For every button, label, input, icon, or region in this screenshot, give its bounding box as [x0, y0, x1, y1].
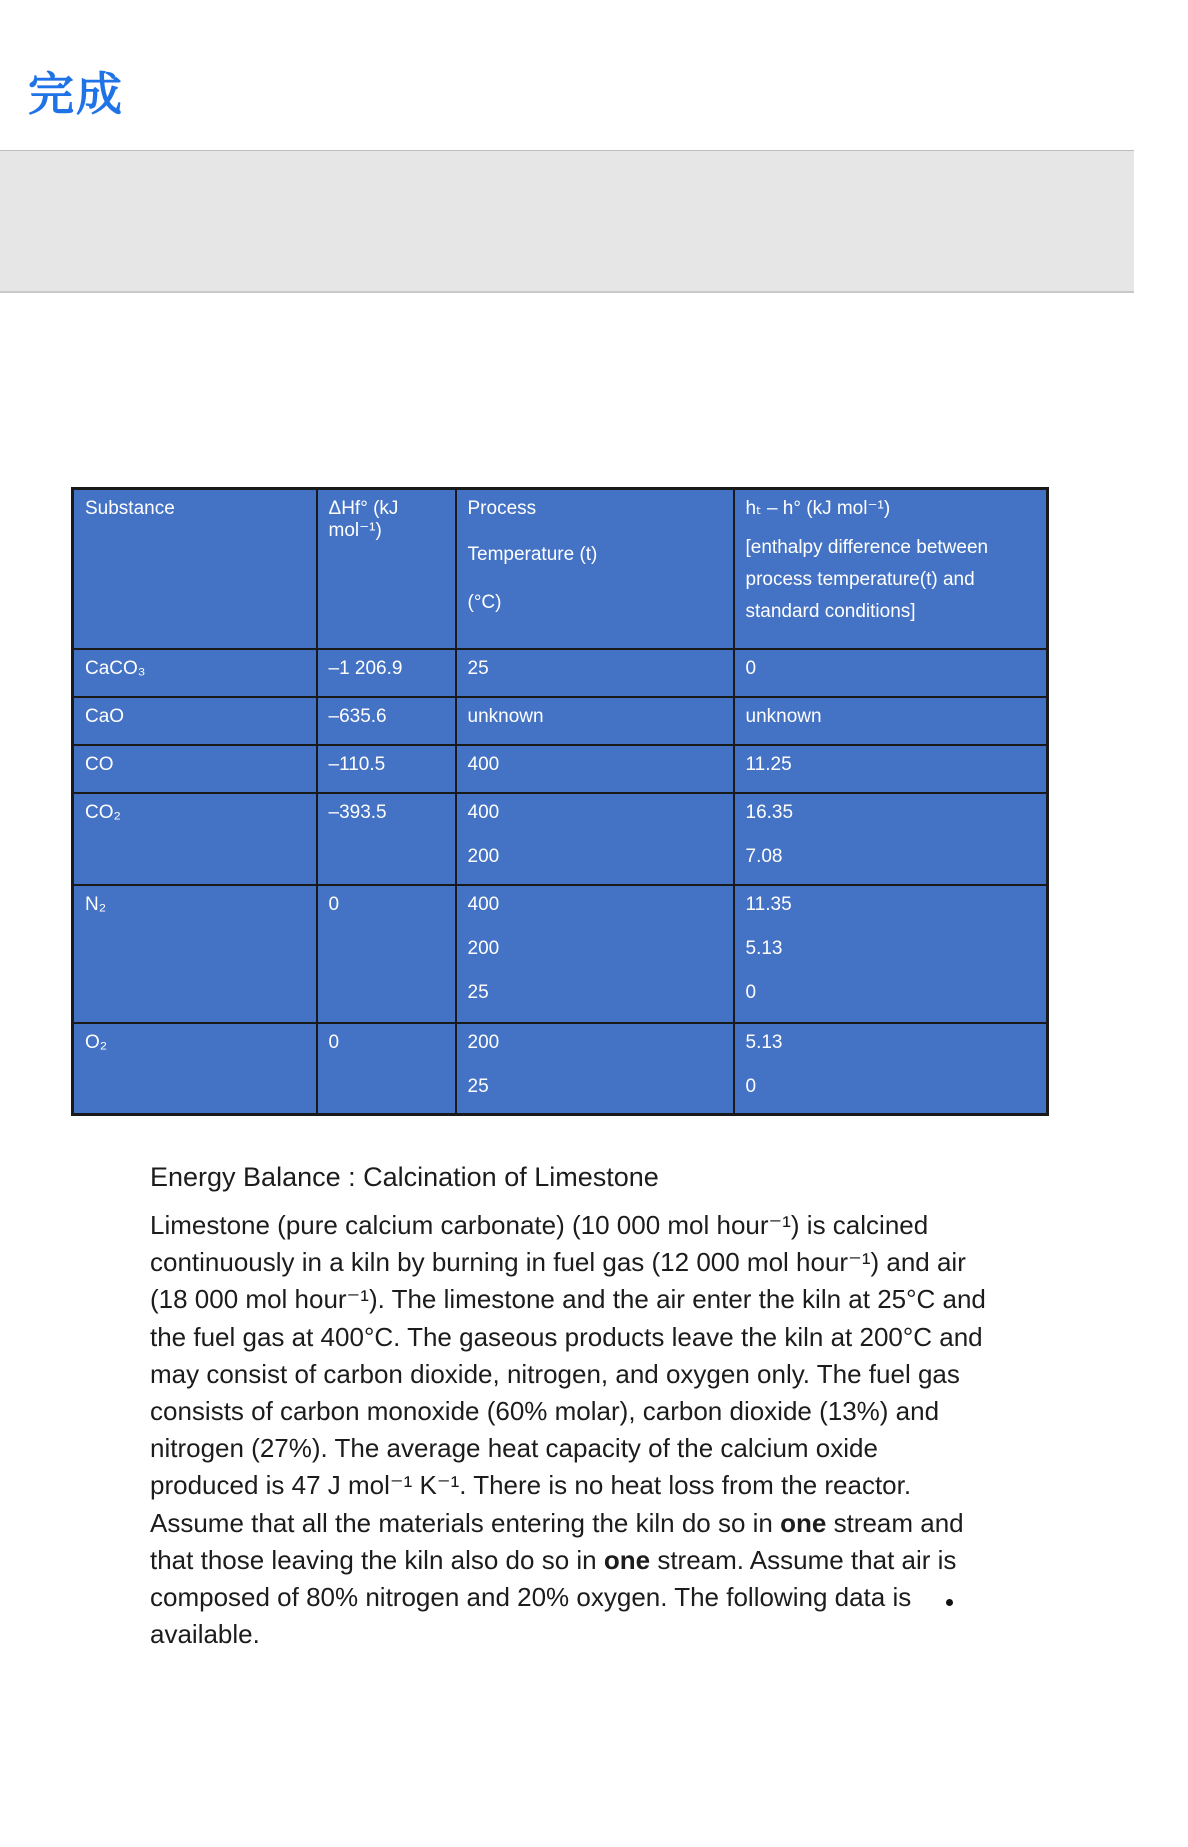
enthalpy-value: 0 — [745, 981, 757, 1003]
table-row — [73, 885, 1048, 1023]
temperature-value: 400 — [467, 801, 500, 823]
header-process-temperature — [456, 489, 734, 649]
paragraph-part: Limestone (pure calcium carbonate) (10 000 mol hour⁻¹) is calcined continuously in a kiln by burning in fuel gas (12 000 mol hour⁻¹) and air (18 000 mol hour⁻¹). The limestone and the air enter the kiln at 25°C and the fuel gas at 400°C. The gaseous products leave the kiln at 200°C and may consist of carbon dioxide, nitrogen, and oxygen only. The fuel gas consists of carbon monoxide (60% molar), carbon dioxide (13%) and nitrogen (27%). The average heat capacity of the calcium oxide produced is 47 J mol⁻¹ K⁻¹. There is no heat loss from the reactor. Assume that all the materials entering the kiln do so in — [150, 1210, 986, 1538]
emphasis-one: one — [603, 1544, 651, 1575]
header-process-line3: (°C) — [467, 592, 502, 613]
enthalpy-value: 0 — [745, 1075, 757, 1097]
table-row — [73, 793, 1048, 885]
temperature-value: 400 — [467, 893, 500, 915]
header-enthalpy — [734, 489, 1048, 649]
header-enthalpy-line1: hₜ – h° (kJ mol⁻¹) — [745, 498, 891, 519]
cell-enthalpy — [734, 885, 1048, 1023]
header-process-line1: Process — [467, 498, 537, 519]
cell-enthalpy: 11.25 — [734, 745, 1048, 793]
table-row — [73, 649, 1048, 697]
cell-substance: N₂ — [73, 885, 317, 1023]
cell-enthalpy — [734, 1023, 1048, 1115]
article-title: Energy Balance : Calcination of Limestone — [150, 1162, 659, 1192]
table-row — [73, 697, 1048, 745]
cell-dhf: 0 — [317, 1023, 456, 1115]
enthalpy-value: 16.35 — [745, 801, 794, 823]
cell-substance: O₂ — [73, 1023, 317, 1115]
cell-substance: CaO — [73, 697, 317, 745]
cell-enthalpy: unknown — [734, 697, 1048, 745]
top-bar — [0, 0, 1134, 151]
cell-temperature — [456, 1023, 734, 1115]
cell-dhf: –1 206.9 — [317, 649, 456, 697]
cell-substance: CaCO₃ — [73, 649, 317, 697]
enthalpy-value: 7.08 — [745, 845, 783, 867]
emphasis-one: one — [780, 1507, 827, 1538]
bullet-dot — [946, 1599, 953, 1606]
header-substance: Substance — [73, 489, 317, 649]
temperature-value: 25 — [467, 1075, 489, 1097]
cell-dhf: –393.5 — [317, 793, 456, 885]
enthalpy-table — [71, 487, 1049, 1116]
cell-enthalpy — [734, 793, 1048, 885]
paragraph-part: stream. Assume that air is composed of 80% nitrogen and 20% oxygen. The following data is available. — [150, 1544, 957, 1650]
header-enthalpy-desc: [enthalpy difference between process temperature(t) and standard conditions] — [745, 537, 989, 622]
cell-temperature: 400 — [456, 745, 734, 793]
cell-temperature — [456, 885, 734, 1023]
temperature-value: 200 — [467, 937, 500, 959]
article-paragraph — [150, 1207, 990, 1653]
cell-enthalpy: 0 — [734, 649, 1048, 697]
temperature-value: 200 — [467, 1031, 500, 1053]
temperature-value: 200 — [467, 845, 500, 867]
enthalpy-value: 11.35 — [745, 893, 792, 915]
header-process-line2: Temperature (t) — [467, 544, 598, 565]
cell-temperature: 25 — [456, 649, 734, 697]
paragraph-part: stream and that those leaving the kiln also do so in — [150, 1507, 964, 1575]
cell-temperature — [456, 793, 734, 885]
enthalpy-value: 5.13 — [745, 1031, 783, 1053]
cell-dhf: 0 — [317, 885, 456, 1023]
enthalpy-table-container — [71, 487, 1046, 1116]
table-header-row — [73, 489, 1048, 649]
done-button[interactable]: 完成 — [28, 67, 124, 121]
cell-substance: CO — [73, 745, 317, 793]
cell-temperature: unknown — [456, 697, 734, 745]
table-row — [73, 1023, 1048, 1115]
table-row — [73, 745, 1048, 793]
cell-dhf: –635.6 — [317, 697, 456, 745]
cell-dhf: –110.5 — [317, 745, 456, 793]
toolbar-area — [0, 151, 1134, 293]
cell-substance: CO₂ — [73, 793, 317, 885]
enthalpy-value: 5.13 — [745, 937, 783, 959]
problem-text — [150, 1162, 990, 1653]
temperature-value: 25 — [467, 981, 489, 1003]
header-dhf: ΔHf° (kJ mol⁻¹) — [317, 489, 456, 649]
